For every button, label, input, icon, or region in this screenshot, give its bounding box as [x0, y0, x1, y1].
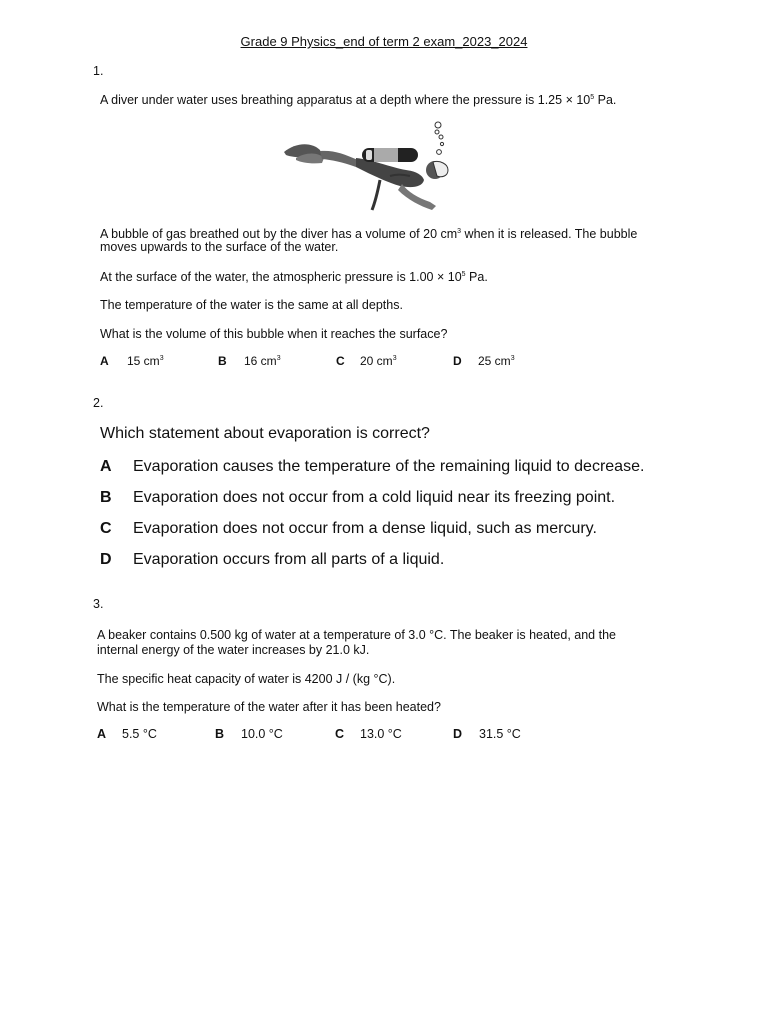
page-title: Grade 9 Physics_end of term 2 exam_2023_2024 — [240, 34, 528, 49]
q1-bubble-line-1: A bubble of gas breathed out by the diver has a volume of 20 $cm^3$ when it is released. The bubble — [100, 227, 638, 241]
q3-option-a[interactable]: A 5.5 °C — [97, 727, 157, 741]
q1-option-b[interactable]: B 16 $cm^3$ — [218, 354, 281, 368]
scuba-diver-illustration — [282, 118, 472, 216]
q2-option-c[interactable]: C Evaporation does not occur from a dense liquid, such as mercury. — [100, 520, 597, 537]
q1-temperature-note: The temperature of the water is the same at all depths. — [100, 298, 403, 312]
q3-line-2: internal energy of the water increases by 21.0 kJ. — [97, 643, 370, 657]
q3-line-1: A beaker contains 0.500 kg of water at a temperature of 3.0 °C. The beaker is heated, and the — [97, 628, 616, 642]
q2-option-b[interactable]: B Evaporation does not occur from a cold liquid near its freezing point. — [100, 489, 616, 506]
q1-option-c[interactable]: C 20 $cm^3$ — [336, 354, 397, 368]
q3-options — [97, 727, 537, 743]
question-1-number: 1. — [93, 64, 104, 78]
q1-bubble-line-2: moves upwards to the surface of the water. — [100, 240, 339, 254]
q1-option-a[interactable]: A 15 $cm^3$ — [100, 354, 164, 368]
q3-question: What is the temperature of the water after it has been heated? — [97, 700, 441, 714]
q2-question: Which statement about evaporation is correct? — [100, 425, 430, 442]
q1-surface-pressure: At the surface of the water, the atmospheric pressure is $1.00 \times 10^5$ Pa. — [100, 270, 488, 284]
q2-option-a[interactable]: A Evaporation causes the temperature of the remaining liquid to decrease. — [100, 458, 645, 475]
q1-question: What is the volume of this bubble when it reaches the surface? — [100, 327, 448, 341]
question-3-number: 3. — [93, 597, 104, 611]
q1-options — [100, 354, 540, 370]
q3-option-c[interactable]: C 13.0 °C — [335, 727, 402, 741]
q1-option-d[interactable]: D 25 $cm^3$ — [453, 354, 515, 368]
q1-stem: A diver under water uses breathing apparatus at a depth where the pressure is $1.25 \times 10^5$ Pa. — [100, 93, 617, 107]
q2-option-d[interactable]: D Evaporation occurs from all parts of a liquid. — [100, 551, 445, 568]
q3-heat-capacity: The specific heat capacity of water is 4200 J / (kg °C). — [97, 672, 396, 686]
question-2-number: 2. — [93, 396, 104, 410]
q3-option-b[interactable]: B 10.0 °C — [215, 727, 283, 741]
q3-option-d[interactable]: D 31.5 °C — [453, 727, 521, 741]
